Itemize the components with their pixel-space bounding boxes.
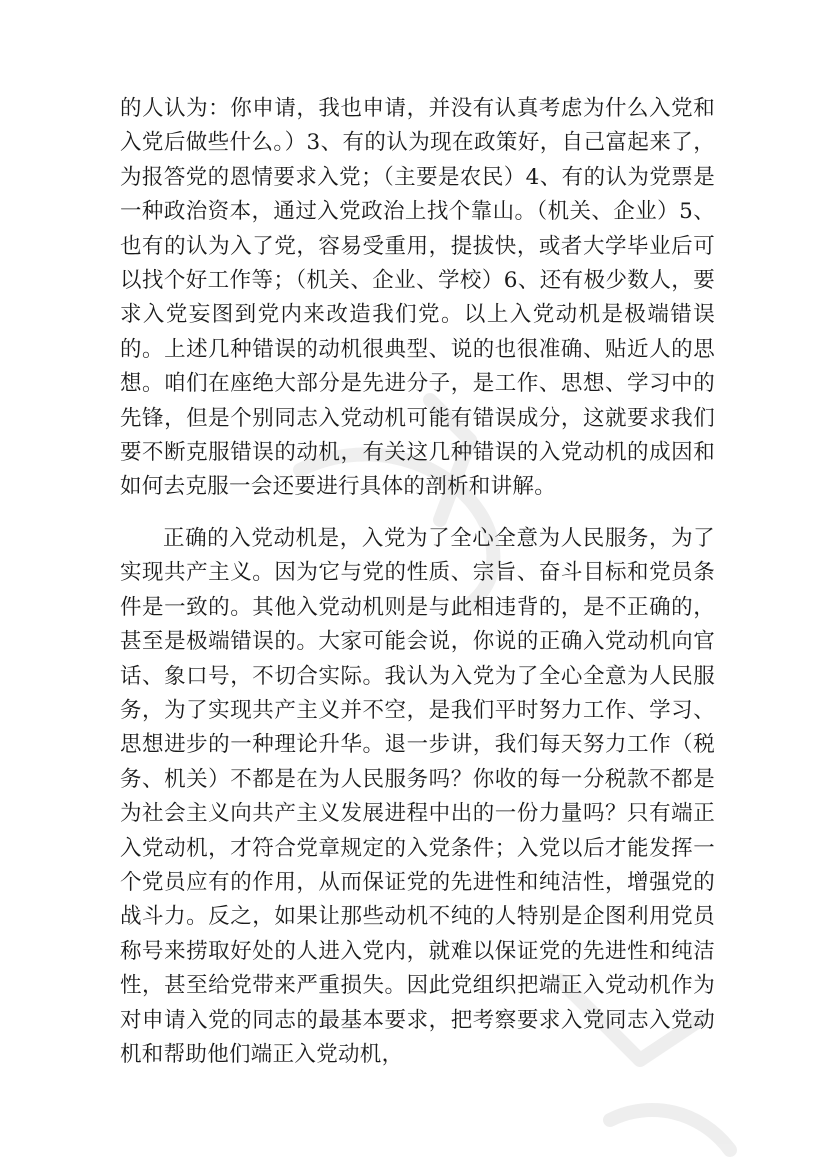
document-body	[120, 92, 715, 1072]
paragraph-1: 的人认为：你申请，我也申请，并没有认真考虑为什么入党和入党后做些什么。）3、有的认为现在政策好，自己富起来了，为报答党的恩情要求入党；（主要是农民）4、有的认为党票是一种政治资本，通过入党政治上找个靠山。（机关、企业）5、也有的认为入了党，容易受重用，提拔快，或者大学毕业后可以找个好工作等；（机关、企业、学校）6、还有极少数人，要求入党妄图到党内来改造我们党。以上入党动机是极端错误的。上述几种错误的动机很典型、说的也很准确、贴近人的思想。咱们在座绝大部分是先进分子，是工作、思想、学习中的先锋，但是个别同志入党动机可能有错误成分，这就要求我们要不断克服错误的动机，有关这几种错误的入党动机的成因和如何去克服一会还要进行具体的剖析和讲解。	[120, 96, 715, 500]
paragraph-2: 正确的入党动机是，入党为了全心全意为人民服务，为了实现共产主义。因为它与党的性质、宗旨、奋斗目标和党员条件是一致的。其他入党动机则是与此相违背的，是不正确的，甚至是极端错误的。大家可能会说，你说的正确入党动机向官话、象口号，不切合实际。我认为入党为了全心全意为人民服务，为了实现共产主义并不空，是我们平时努力工作、学习、思想进步的一种理论升华。退一步讲，我们每天努力工作（税务、机关）不都是在为人民服务吗？你收的每一分税款不都是为社会主义向共产主义发展进程中出的一份力量吗？只有端正入党动机，才符合党章规定的入党条件；入党以后才能发挥一个党员应有的作用，从而保证党的先进性和纯洁性，增强党的战斗力。反之，如果让那些动机不纯的人特别是企图利用党员称号来捞取好处的人进入党内，就难以保证党的先进性和纯洁性，甚至给党带来严重损失。因此党组织把端正入党动机作为对申请入党的同志的最基本要求，把考察要求入党同志入党动机和帮助他们端正入党动机，	[120, 525, 715, 1067]
